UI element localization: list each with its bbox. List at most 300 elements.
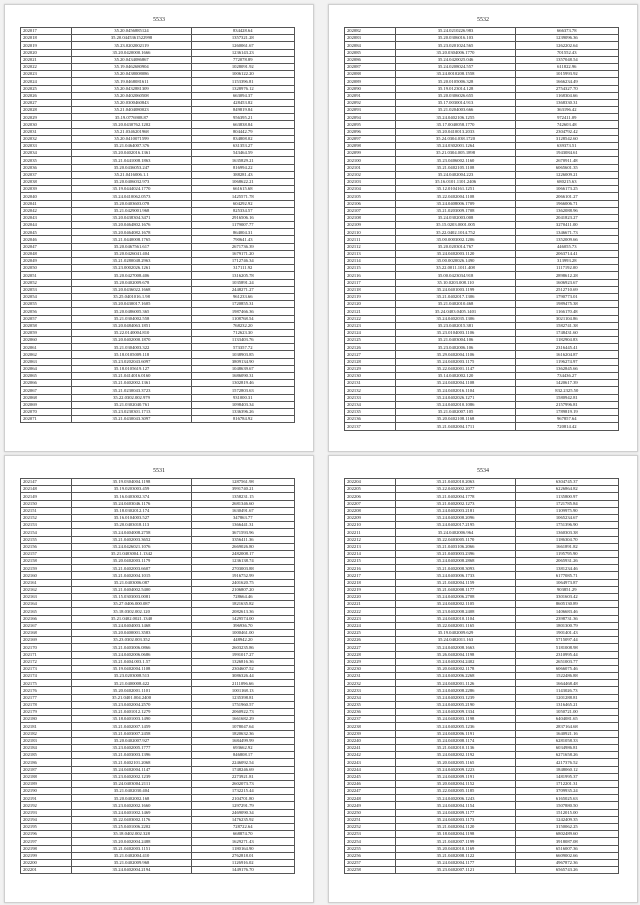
amount-cell: 1429574.00 [191,615,294,622]
amount-cell: 693662.92 [191,744,294,751]
amount-cell: 1666234.49 [515,78,618,85]
amount-cell: 6802489.60 [515,831,618,838]
amount-cell: 3809134.90 [191,358,294,365]
table-row [345,507,619,514]
record-id-cell: 202018 [21,35,72,42]
record-id-cell: 202029 [21,114,72,121]
table-row [345,565,619,572]
record-id-cell: 202206 [345,493,396,500]
record-id-cell: 202055 [21,301,72,308]
table-row [345,322,619,329]
amount-cell: 2670911.48 [515,157,618,164]
amount-cell: 446055.73 [515,243,618,250]
code-cell: 35.25.0401006.2202 [72,824,191,831]
code-cell: 35.21.0203009.1708 [396,207,515,214]
table-row [345,845,619,852]
table-row [21,42,295,49]
record-id-cell: 202120 [345,301,396,308]
amount-cell: 1015993.92 [515,71,618,78]
amount-cell: 3356411.36 [191,536,294,543]
amount-cell: 816784.92 [191,416,294,423]
code-cell: 35.18.0402.002.328 [72,831,191,838]
record-id-cell: 202201 [21,867,72,874]
amount-cell: 1135800.97 [515,493,618,500]
record-id-cell: 202253 [345,831,396,838]
table-row [21,143,295,150]
code-cell: 35.21.0402008.1122 [396,852,515,859]
data-table [20,27,295,423]
table-row [21,716,295,723]
code-cell: 35.19.0402009.629 [396,629,515,636]
code-cell: 35.21.0402002.1273 [396,500,515,507]
code-cell: 35.15.0303003.0081 [72,594,191,601]
amount-cell: 1629271.43 [191,838,294,845]
code-cell: 35.16.0101.1101.2406 [396,178,515,185]
table-row [345,92,619,99]
table-row [345,529,619,536]
code-cell: 35.20.0410013.2033 [396,128,515,135]
amount-cell: 5181008.98 [515,644,618,651]
amount-cell: 1262202.64 [515,42,618,49]
code-cell: 35.20.0410071599 [72,135,191,142]
code-cell: 35.18.0105619.127 [72,365,191,372]
table-row [21,680,295,687]
record-id-cell: 202204 [345,479,396,486]
record-id-cell: 202059 [21,329,72,336]
amount-cell: 728722.64 [191,824,294,831]
code-cell: 35.24.0402009.1223 [396,766,515,773]
code-cell: 35.20.0304006.1770 [396,49,515,56]
table-row [345,773,619,780]
table-row [21,852,295,859]
table-row [345,622,619,629]
record-id-cell: 202176 [21,687,72,694]
table-row [345,673,619,680]
code-cell: 35.21.0304003.322 [72,344,191,351]
record-id-cell: 202183 [21,737,72,744]
amount-cell: 1732215.44 [191,788,294,795]
code-cell: 35.20.0445361522998 [72,35,191,42]
code-cell: 35.24.0402010.1104 [396,615,515,622]
table-row [345,114,619,121]
amount-cell: 1166170.48 [515,308,618,315]
code-cell: 35.21.0402004.1120 [396,824,515,831]
amount-cell: 663838.84 [191,121,294,128]
code-cell: 35.24.0402016.1104 [396,387,515,394]
record-id-cell: 202084 [345,42,396,49]
record-id-cell: 202190 [21,788,72,795]
code-cell: 35.24.0402008.1174 [396,737,515,744]
amount-cell: 2060922.73 [191,709,294,716]
record-id-cell: 202188 [21,773,72,780]
amount-cell: 1297291.79 [191,802,294,809]
table-row [345,78,619,85]
table-row [345,380,619,387]
table-row [21,92,295,99]
amount-cell: 3671593.96 [191,529,294,536]
table-row [21,500,295,507]
record-id-cell: 202021 [21,56,72,63]
table-row [345,816,619,823]
record-id-cell: 202046 [21,236,72,243]
record-id-cell: 202177 [21,694,72,701]
code-cell: 35.24.0402009.1191 [396,773,515,780]
table-row [21,594,295,601]
table-row [21,658,295,665]
record-id-cell: 202020 [21,49,72,56]
code-cell: 35.23.0402002.1660 [72,802,191,809]
amount-cell: 6565743.26 [515,867,618,874]
code-cell: 35.23.0002026.1261 [72,265,191,272]
amount-cell: 1481995.37 [515,773,618,780]
amount-cell: 1050721.00 [515,709,618,716]
table-row [345,701,619,708]
table-row [345,164,619,171]
code-cell: 35.20.0402108.1168 [396,416,515,423]
record-id-cell: 202225 [345,629,396,636]
record-id-cell: 202060 [21,337,72,344]
data-table [344,478,619,874]
amount-cell: 772078.89 [191,56,294,63]
table-row [345,752,619,759]
amount-cell: 448942.20 [191,637,294,644]
record-id-cell: 202033 [21,143,72,150]
amount-cell: 604292.92 [191,200,294,207]
code-cell: 35.24.0402011.163 [396,637,515,644]
table-row [345,229,619,236]
record-id-cell: 202218 [345,579,396,586]
code-cell: 35.21.0346201968 [72,128,191,135]
table-row [345,365,619,372]
code-cell: 35.24.0402002.1105 [396,601,515,608]
table-row [21,337,295,344]
table-row [345,479,619,486]
code-cell: 35.20.0105006.328 [396,78,515,85]
code-cell: 35.21.0402030.404 [72,788,191,795]
table-row [345,186,619,193]
amount-cell: 1028091.92 [191,63,294,70]
record-id-cell: 202165 [21,608,72,615]
amount-cell: 834428.64 [191,28,294,35]
code-cell: 35.24.0402009.1177 [396,809,515,816]
record-id-cell: 202164 [21,601,72,608]
code-cell: 35.20.0300460843 [72,99,191,106]
code-cell: 35.21.0230043.3723 [72,387,191,394]
code-cell: 35.23.0402005.1777 [72,744,191,751]
record-id-cell: 202178 [21,701,72,708]
code-cell: 35.20.0426041.404 [72,250,191,257]
table-row [345,408,619,415]
table-row [21,565,295,572]
code-cell: 35.24.0402003.1120 [396,250,515,257]
amount-cell: 1326816.36 [191,658,294,665]
amount-cell: 1821635.82 [191,601,294,608]
record-id-cell: 202036 [21,164,72,171]
code-cell: 35.20.0456885124 [72,28,191,35]
table-row [21,809,295,816]
code-cell: 35.21.0402003.1151 [72,845,191,852]
record-id-cell: 202243 [345,759,396,766]
code-cell: 35.18.0401003.1490 [72,716,191,723]
code-cell: 35.24.0402006.1243 [396,795,515,802]
amount-cell: 956395.21 [191,114,294,121]
table-row [345,780,619,787]
table-row [21,608,295,615]
amount-cell: 1316465.21 [515,701,618,708]
record-id-cell: 202023 [21,71,72,78]
table-row [21,673,295,680]
table-row [345,71,619,78]
amount-cell: 3301603.42 [515,594,618,601]
code-cell: 35.21.0402007.105 [396,408,515,415]
record-id-cell: 202179 [21,709,72,716]
amount-cell: 2762818.01 [191,852,294,859]
record-id-cell: 202172 [21,658,72,665]
code-cell: 35.14.0402002.120 [396,373,515,380]
table-row [21,550,295,557]
record-id-cell: 202024 [21,78,72,85]
code-cell: 35.24.0404008.2758 [72,529,191,536]
amount-cell: 611822.96 [515,63,618,70]
table-row [21,802,295,809]
amount-cell: 1720855.31 [191,301,294,308]
amount-cell: 6066075.46 [515,665,618,672]
table-row [21,737,295,744]
code-cell: 35.20.0402003.1179 [72,558,191,565]
table-row [345,286,619,293]
record-id-cell: 202065 [21,373,72,380]
table-row [21,207,295,214]
record-id-cell: 202111 [345,236,396,243]
code-cell: 35.24.0410062.0573 [72,193,191,200]
table-row [21,121,295,128]
table-row [21,622,295,629]
code-cell: 35.21.0430043.3097 [72,416,191,423]
table-row [21,28,295,35]
record-id-cell: 202159 [21,565,72,572]
amount-cell: 1117192.00 [515,265,618,272]
code-cell: 35.24.0402002.1192 [396,752,515,759]
amount-cell: 1989475.38 [515,301,618,308]
code-cell: 35.21.0404080023 [72,107,191,114]
table-row [21,644,295,651]
table-row [345,859,619,866]
amount-cell: 1109975.90 [515,507,618,514]
table-row [21,229,295,236]
code-cell: 35.21.0402010.468 [396,301,515,308]
record-id-cell: 202103 [345,178,396,185]
amount-cell: 1966006.71 [515,200,618,207]
record-id-cell: 202235 [345,701,396,708]
amount-cell: 1239096.36 [515,35,618,42]
page-title: 5534 [477,468,489,474]
page-title: 5531 [153,468,165,474]
code-cell: 35.21.0204003.666 [396,107,515,114]
code-cell: 35.22.0302.002.979 [72,394,191,401]
record-id-cell: 202147 [21,479,72,486]
record-id-cell: 202152 [21,514,72,521]
record-id-cell: 202208 [345,507,396,514]
table-row [345,694,619,701]
record-id-cell: 202173 [21,665,72,672]
code-cell: 35.24.0402026.1271 [396,394,515,401]
record-id-cell: 202216 [345,565,396,572]
table-row [345,831,619,838]
code-cell: 35.23.0402002.1239 [72,773,191,780]
amount-cell: 3709935.24 [515,788,618,795]
code-cell: 35.24.0304.038.1720 [396,135,515,142]
amount-cell: 1048639.67 [191,365,294,372]
record-id-cell: 202249 [345,802,396,809]
table-row [21,838,295,845]
record-id-cell: 202044 [21,222,72,229]
record-id-cell: 202095 [345,121,396,128]
table-row [345,243,619,250]
record-id-cell: 202213 [345,543,396,550]
amount-cell: 6065601.35 [515,164,618,171]
table-row [345,128,619,135]
amount-cell: 1357048.54 [515,56,618,63]
code-cell: 35.21.0402.0021.1340 [72,615,191,622]
table-row [21,387,295,394]
code-cell: 35.20.0434086867 [72,56,191,63]
record-id-cell: 202028 [21,107,72,114]
record-id-cell: 202220 [345,594,396,601]
record-id-cell: 202242 [345,752,396,759]
record-id-cell: 202083 [345,35,396,42]
table-row [21,56,295,63]
code-cell: 35.20.0406032.973 [72,178,191,185]
table-row [345,687,619,694]
amount-cell: 1606923.67 [515,279,618,286]
amount-cell: 1186304.70 [515,536,618,543]
table-row [21,651,295,658]
amount-cell: 2304607.52 [191,665,294,672]
amount-cell: 6165025.63 [515,795,618,802]
code-cell: 35.19.0304004.1198 [72,479,191,486]
record-id-cell: 202034 [21,150,72,157]
record-id-cell: 202122 [345,315,396,322]
table-row [345,608,619,615]
amount-cell: 2273921.81 [191,773,294,780]
table-row [21,99,295,106]
code-cell: 35.22.0402.1014.752 [396,229,515,236]
record-id-cell: 202187 [21,766,72,773]
code-cell: 35.21.0440008.1765 [72,236,191,243]
code-cell: 35.17.0040058.1770 [396,121,515,128]
code-cell: 35.24.0402006.0686 [72,651,191,658]
code-cell: 35.24.0402005.1236 [396,723,515,730]
amount-cell: 1751960.57 [191,701,294,708]
code-cell: 35.21.0402017.1306 [396,293,515,300]
code-cell: 35.21.0414016.0160 [72,373,191,380]
table-row [345,207,619,214]
amount-cell: 825334.57 [191,207,294,214]
table-row [345,852,619,859]
amount-cell: 6177085.71 [515,572,618,579]
amount-cell: 1820632.36 [191,730,294,737]
table-row [345,337,619,344]
table-row [345,730,619,737]
record-id-cell: 202051 [21,272,72,279]
amount-cell: 3918087.08 [515,838,618,845]
record-id-cell: 202258 [345,867,396,874]
record-id-cell: 202052 [21,279,72,286]
code-cell: 35.24.0402004.2402 [396,658,515,665]
code-cell: 35.20.0430017.1605 [72,301,191,308]
table-row [345,222,619,229]
amount-cell: 846808.17 [191,752,294,759]
amount-cell: 2398731.36 [515,615,618,622]
amount-cell: 2065931.26 [515,558,618,565]
table-row [345,387,619,394]
record-id-cell: 202069 [21,401,72,408]
code-cell: 35.24.0210226.983 [396,28,515,35]
code-cell: 35.24.0302001.1264 [396,143,515,150]
code-cell: 35.20.0402010.1169 [396,845,515,852]
amount-cell: 1661682.29 [191,716,294,723]
amount-cell: 1381234.46 [515,565,618,572]
amount-cell: 2512710.69 [515,286,618,293]
record-id-cell: 202056 [21,308,72,315]
table-row [345,744,619,751]
table-row [21,49,295,56]
amount-cell: 1522486.88 [515,673,618,680]
record-id-cell: 202255 [345,845,396,852]
code-cell: 35.19.0203003.459 [72,486,191,493]
amount-cell: 2602073.73 [191,780,294,787]
table-row [21,164,295,171]
amount-cell: 1712746.34 [191,258,294,265]
table-row [21,279,295,286]
table-row [21,601,295,608]
record-id-cell: 202254 [345,838,396,845]
table-row [345,315,619,322]
amount-cell: 2603235.86 [191,644,294,651]
code-cell: 35.21.0464007.376 [72,143,191,150]
code-cell: 35.20.0403018.113 [72,522,191,529]
amount-cell: 1721785.84 [515,500,618,507]
amount-cell: 1001168.13 [191,687,294,694]
code-cell: 35.00.0423034.918 [396,272,515,279]
code-cell: 35.21.0404002.5400 [72,586,191,593]
table-row [345,824,619,831]
page-title: 5533 [153,17,165,23]
table-row [21,365,295,372]
table-row [21,615,295,622]
record-id-cell: 202229 [345,658,396,665]
record-id-cell: 202025 [21,85,72,92]
record-id-cell: 202017 [21,28,72,35]
record-id-cell: 202137 [345,423,396,430]
code-cell: 35.20.0484063.1851 [72,322,191,329]
amount-cell: 1664468.48 [515,680,618,687]
table-row [345,279,619,286]
amount-cell: 1126916.02 [191,859,294,866]
record-id-cell: 202066 [21,380,72,387]
amount-cell: 3270411.00 [515,222,618,229]
amount-cell: 1153396.81 [191,78,294,85]
amount-cell: 1572803.63 [191,387,294,394]
amount-cell: 1476235.92 [191,816,294,823]
amount-cell: 720814.42 [515,423,618,430]
record-id-cell: 202109 [345,222,396,229]
amount-cell: 2063714.41 [515,250,618,257]
code-cell: 35.24.0401002.1469 [72,809,191,816]
record-id-cell: 202210 [345,522,396,529]
record-id-cell: 202168 [21,629,72,636]
amount-cell: 2111096.66 [191,680,294,687]
